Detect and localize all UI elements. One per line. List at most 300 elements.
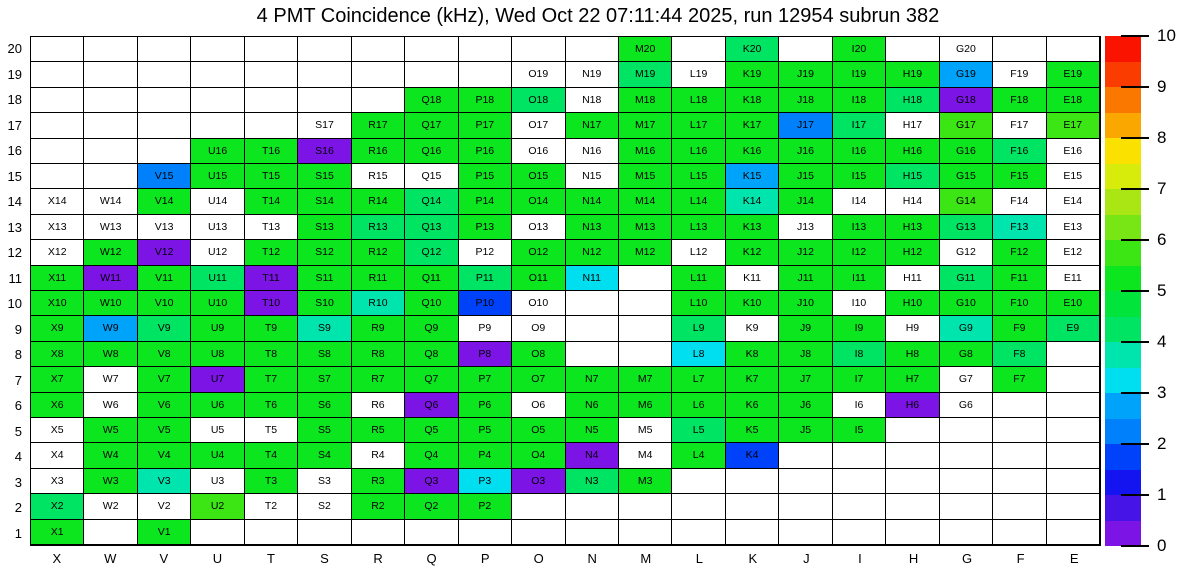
heatmap-cell: G7 [940,367,993,392]
heatmap-cell: U6 [191,393,244,418]
heatmap-cell-empty [298,520,351,545]
heatmap-cell: I11 [833,266,886,291]
heatmap-cell-empty [566,37,619,62]
heatmap-cell: I14 [833,189,886,214]
row-tick-label: 5 [14,423,22,439]
heatmap-cell: Q7 [405,367,458,392]
heatmap-cell: S14 [298,189,351,214]
column-tick-label: P [480,550,490,566]
heatmap-cell: G10 [940,291,993,316]
heatmap-cell: S2 [298,494,351,519]
heatmap-cell: J15 [779,164,832,189]
heatmap-cell: P6 [459,393,512,418]
heatmap-cell: S9 [298,316,351,341]
heatmap-cell: X4 [31,443,84,468]
heatmap-cell: Q3 [405,469,458,494]
heatmap-cell-empty [84,164,137,189]
heatmap-cell: J16 [779,139,832,164]
heatmap-cell-empty [1047,367,1100,392]
heatmap-cell-empty [940,494,993,519]
heatmap-cell: X13 [31,215,84,240]
heatmap-cell: V2 [138,494,191,519]
heatmap-cell: I9 [833,316,886,341]
heatmap-cell: S17 [298,113,351,138]
heatmap-cell: J14 [779,189,832,214]
heatmap-cell: T2 [245,494,298,519]
heatmap-cell-empty [940,520,993,545]
column-tick-label: W [104,550,117,566]
row-tick-label: 16 [7,143,22,159]
row-tick-label: 6 [14,398,22,414]
heatmap-cell-empty [993,418,1046,443]
heatmap-cell-empty [191,88,244,113]
heatmap-cell: N4 [566,443,619,468]
heatmap-cell: N16 [566,139,619,164]
heatmap-cell: T7 [245,367,298,392]
heatmap-cell: L5 [672,418,725,443]
heatmap-cell: S4 [298,443,351,468]
heatmap-cell: I18 [833,88,886,113]
heatmap-cell: P12 [459,240,512,265]
row-axis [0,36,24,546]
heatmap-cell: V13 [138,215,191,240]
heatmap-cell-empty [993,494,1046,519]
column-axis [30,549,1101,567]
heatmap-cell: K15 [726,164,779,189]
heatmap-cell: N18 [566,88,619,113]
heatmap-cell: R7 [352,367,405,392]
heatmap-cell: N19 [566,62,619,87]
heatmap-cell-empty [619,494,672,519]
heatmap-cell: N7 [566,367,619,392]
heatmap-cell: Q6 [405,393,458,418]
heatmap-cell: W4 [84,443,137,468]
colorbar-tick-label: 9 [1157,77,1167,96]
heatmap-cell: J6 [779,393,832,418]
heatmap-cell: Q17 [405,113,458,138]
colorbar-segment [1105,521,1141,547]
heatmap-cell-empty [245,520,298,545]
heatmap-cell-empty [619,342,672,367]
heatmap-cell: P16 [459,139,512,164]
heatmap-cell: M6 [619,393,672,418]
heatmap-cell: T8 [245,342,298,367]
heatmap-cell-empty [886,494,939,519]
heatmap-cell-empty [1047,342,1100,367]
colorbar-tick-label: 5 [1157,281,1167,300]
column-tick-label: I [858,550,862,566]
colorbar-tick-label: 2 [1157,434,1167,453]
row-tick-label: 20 [7,41,22,57]
heatmap-cell: O19 [512,62,565,87]
heatmap-cell: T15 [245,164,298,189]
heatmap-cell: G6 [940,393,993,418]
heatmap-cell: R2 [352,494,405,519]
heatmap-cell: H12 [886,240,939,265]
heatmap-cell: O15 [512,164,565,189]
colorbar-segment [1105,113,1141,139]
heatmap-cell: O5 [512,418,565,443]
colorbar-tick-label: 4 [1157,332,1167,351]
heatmap-cell: W11 [84,266,137,291]
heatmap-cell: F12 [993,240,1046,265]
heatmap-cell-empty [566,342,619,367]
heatmap-cell: K4 [726,443,779,468]
heatmap-cell-empty [619,316,672,341]
heatmap-cell: R3 [352,469,405,494]
heatmap-cell: T12 [245,240,298,265]
heatmap-cell: U10 [191,291,244,316]
colorbar-segment [1105,87,1141,113]
heatmap-cell: L14 [672,189,725,214]
colorbar-segment [1105,444,1141,470]
heatmap-cell: K10 [726,291,779,316]
heatmap-cell: E15 [1047,164,1100,189]
heatmap-cell-empty [352,37,405,62]
heatmap-cell: F14 [993,189,1046,214]
heatmap-cell: I5 [833,418,886,443]
heatmap-cell: R17 [352,113,405,138]
heatmap-cell: W7 [84,367,137,392]
heatmap-cell-empty [298,62,351,87]
heatmap-cell: G16 [940,139,993,164]
heatmap-cell: P3 [459,469,512,494]
heatmap-cell: I19 [833,62,886,87]
column-tick-label: Q [426,550,437,566]
heatmap-cell: Q16 [405,139,458,164]
colorbar-tick-label: 3 [1157,383,1167,402]
heatmap-cell: S5 [298,418,351,443]
heatmap-cell: M12 [619,240,672,265]
heatmap-cell: E13 [1047,215,1100,240]
heatmap-cell-empty [940,443,993,468]
column-tick-label: R [373,550,383,566]
row-tick-label: 18 [7,92,22,108]
heatmap-cell: O16 [512,139,565,164]
heatmap-cell-empty [566,494,619,519]
heatmap-cell: J11 [779,266,832,291]
heatmap-cell-empty [886,443,939,468]
heatmap-cell: X10 [31,291,84,316]
heatmap-cell-empty [512,494,565,519]
row-tick-label: 1 [14,525,22,541]
heatmap-cell-empty [566,520,619,545]
heatmap-cell-empty [1047,443,1100,468]
heatmap-cell: H8 [886,342,939,367]
heatmap-cell: H16 [886,139,939,164]
heatmap-cell: H13 [886,215,939,240]
heatmap-cell: S16 [298,139,351,164]
heatmap-cell: F8 [993,342,1046,367]
heatmap-cell: P5 [459,418,512,443]
heatmap-cell: J18 [779,88,832,113]
heatmap-cell: J10 [779,291,832,316]
heatmap-cell-empty [191,37,244,62]
heatmap-cell: H7 [886,367,939,392]
heatmap-cell-empty [672,469,725,494]
heatmap-cell: U8 [191,342,244,367]
heatmap-cell: N15 [566,164,619,189]
heatmap-cell: U4 [191,443,244,468]
heatmap-cell: Q12 [405,240,458,265]
colorbar-segment [1105,419,1141,445]
heatmap-cell: P2 [459,494,512,519]
colorbar-tick-label: 6 [1157,230,1167,249]
heatmap-cell: L9 [672,316,725,341]
heatmap-cell: T3 [245,469,298,494]
heatmap-cell: P7 [459,367,512,392]
heatmap-grid [30,36,1101,546]
heatmap-cell: V4 [138,443,191,468]
heatmap-cell: K20 [726,37,779,62]
heatmap-cell: K6 [726,393,779,418]
heatmap-cell-empty [619,266,672,291]
heatmap-cell: I13 [833,215,886,240]
heatmap-cell: V10 [138,291,191,316]
row-tick-label: 9 [14,321,22,337]
heatmap-cell: U13 [191,215,244,240]
heatmap-cell: S11 [298,266,351,291]
heatmap-cell: E19 [1047,62,1100,87]
heatmap-cell: M13 [619,215,672,240]
heatmap-cell: O17 [512,113,565,138]
heatmap-cell: G20 [940,37,993,62]
heatmap-cell: M19 [619,62,672,87]
heatmap-cell: L13 [672,215,725,240]
heatmap-cell: X11 [31,266,84,291]
heatmap-cell: N11 [566,266,619,291]
colorbar-segment [1105,62,1141,88]
heatmap-cell: I12 [833,240,886,265]
plot-title: 4 PMT Coincidence (kHz), Wed Oct 22 07:11:44 2025, run 12954 subrun 382 [256,5,940,27]
row-tick-label: 2 [14,500,22,516]
heatmap-cell: H15 [886,164,939,189]
heatmap-cell: U5 [191,418,244,443]
heatmap-cell: G15 [940,164,993,189]
heatmap-cell: W3 [84,469,137,494]
heatmap-cell: W2 [84,494,137,519]
heatmap-cell-empty [993,393,1046,418]
heatmap-cell: K16 [726,139,779,164]
heatmap-cell-empty [245,62,298,87]
heatmap-cell-empty [779,520,832,545]
row-tick-label: 10 [7,296,22,312]
row-tick-label: 15 [7,168,22,184]
heatmap-cell: M14 [619,189,672,214]
heatmap-cell: K18 [726,88,779,113]
heatmap-cell-empty [833,469,886,494]
heatmap-cell: L11 [672,266,725,291]
heatmap-cell: Q11 [405,266,458,291]
heatmap-cell: L18 [672,88,725,113]
heatmap-cell-empty [672,494,725,519]
row-tick-label: 11 [8,270,22,286]
heatmap-cell: G19 [940,62,993,87]
colorbar-tick-label: 10 [1157,26,1176,45]
heatmap-cell: K9 [726,316,779,341]
colorbar-segment [1105,189,1141,215]
heatmap-cell: G18 [940,88,993,113]
heatmap-cell: X12 [31,240,84,265]
heatmap-cell-empty [352,520,405,545]
heatmap-cell: R16 [352,139,405,164]
heatmap-cell-empty [84,113,137,138]
column-tick-label: K [748,550,758,566]
heatmap-cell: L19 [672,62,725,87]
heatmap-cell-empty [726,469,779,494]
heatmap-cell: H17 [886,113,939,138]
heatmap-cell-empty [1047,418,1100,443]
heatmap-cell: Q13 [405,215,458,240]
heatmap-cell: M17 [619,113,672,138]
heatmap-cell: Q18 [405,88,458,113]
heatmap-cell: L7 [672,367,725,392]
column-tick-label: U [212,550,223,566]
heatmap-cell-empty [886,418,939,443]
heatmap-cell-empty [138,62,191,87]
heatmap-cell-empty [298,88,351,113]
heatmap-cell: K11 [726,266,779,291]
colorbar-tick-label: 8 [1157,128,1167,147]
heatmap-cell: T5 [245,418,298,443]
heatmap-cell: Q14 [405,189,458,214]
heatmap-cell: I16 [833,139,886,164]
heatmap-cell: I8 [833,342,886,367]
heatmap-cell: N5 [566,418,619,443]
heatmap-cell: S7 [298,367,351,392]
heatmap-cell-empty [84,62,137,87]
heatmap-cell: Q5 [405,418,458,443]
heatmap-cell: T6 [245,393,298,418]
colorbar-segment [1105,317,1141,343]
column-tick-label: F [1016,550,1025,566]
heatmap-cell: X2 [31,494,84,519]
heatmap-cell: U12 [191,240,244,265]
heatmap-cell: K8 [726,342,779,367]
heatmap-cell-empty [84,88,137,113]
colorbar-segment [1105,36,1141,62]
heatmap-cell-empty [459,520,512,545]
row-tick-label: 4 [14,449,22,465]
heatmap-cell-empty [191,113,244,138]
heatmap-cell: J5 [779,418,832,443]
heatmap-cell: X9 [31,316,84,341]
heatmap-cell: T9 [245,316,298,341]
colorbar-segment [1105,368,1141,394]
heatmap-cell: X5 [31,418,84,443]
row-tick-label: 13 [7,219,22,235]
heatmap-cell-empty [1047,393,1100,418]
heatmap-cell: N14 [566,189,619,214]
heatmap-cell: E14 [1047,189,1100,214]
heatmap-cell: P13 [459,215,512,240]
heatmap-cell: V15 [138,164,191,189]
heatmap-cell: S10 [298,291,351,316]
heatmap-cell: J7 [779,367,832,392]
heatmap-cell: R12 [352,240,405,265]
heatmap-cell-empty [779,443,832,468]
heatmap-cell: F19 [993,62,1046,87]
column-tick-label: L [695,550,703,566]
heatmap-cell: W8 [84,342,137,367]
heatmap-cell: V7 [138,367,191,392]
heatmap-cell: M4 [619,443,672,468]
heatmap-cell: H6 [886,393,939,418]
colorbar-tick-label: 1 [1157,485,1167,504]
heatmap-cell-empty [940,418,993,443]
heatmap-cell: O12 [512,240,565,265]
heatmap-cell: K13 [726,215,779,240]
heatmap-cell-empty [138,113,191,138]
heatmap-cell: P9 [459,316,512,341]
heatmap-cell: G17 [940,113,993,138]
heatmap-cell-empty [1047,494,1100,519]
heatmap-cell: K5 [726,418,779,443]
heatmap-cell: V1 [138,520,191,545]
colorbar-segment [1105,215,1141,241]
heatmap-cell-empty [1047,37,1100,62]
heatmap-cell-empty [833,494,886,519]
heatmap-cell-empty [779,469,832,494]
heatmap-cell: M15 [619,164,672,189]
heatmap-cell: W10 [84,291,137,316]
heatmap-cell-empty [1047,469,1100,494]
heatmap-cell: X14 [31,189,84,214]
heatmap-cell-empty [619,520,672,545]
heatmap-cell-empty [84,520,137,545]
heatmap-cell: M20 [619,37,672,62]
heatmap-cell: Q9 [405,316,458,341]
heatmap-cell-empty [31,164,84,189]
heatmap-cell: I20 [833,37,886,62]
heatmap-cell: F16 [993,139,1046,164]
heatmap-cell: K7 [726,367,779,392]
heatmap-cell-empty [886,37,939,62]
heatmap-cell-empty [779,37,832,62]
heatmap-cell: F18 [993,88,1046,113]
heatmap-cell: P11 [459,266,512,291]
heatmap-cell: W14 [84,189,137,214]
heatmap-cell: O10 [512,291,565,316]
heatmap-cell-empty [138,37,191,62]
heatmap-cell: X6 [31,393,84,418]
colorbar-segment [1105,164,1141,190]
heatmap-cell: O13 [512,215,565,240]
heatmap-cell-empty [405,37,458,62]
heatmap-cell-empty [31,37,84,62]
heatmap-cell: M5 [619,418,672,443]
heatmap-cell-empty [512,520,565,545]
heatmap-cell-empty [993,443,1046,468]
heatmap-cell: J13 [779,215,832,240]
heatmap-cell: E16 [1047,139,1100,164]
heatmap-cell-empty [352,62,405,87]
heatmap-cell: F17 [993,113,1046,138]
heatmap-cell-empty [245,88,298,113]
row-tick-label: 8 [14,347,22,363]
heatmap-cell: G8 [940,342,993,367]
heatmap-cell: T10 [245,291,298,316]
heatmap-cell: O11 [512,266,565,291]
colorbar-segment [1105,266,1141,292]
heatmap-cell: X8 [31,342,84,367]
heatmap-cell: P18 [459,88,512,113]
heatmap-cell-empty [833,443,886,468]
heatmap-cell-empty [352,88,405,113]
heatmap-cell: L15 [672,164,725,189]
heatmap-cell: R14 [352,189,405,214]
heatmap-cell-empty [566,316,619,341]
